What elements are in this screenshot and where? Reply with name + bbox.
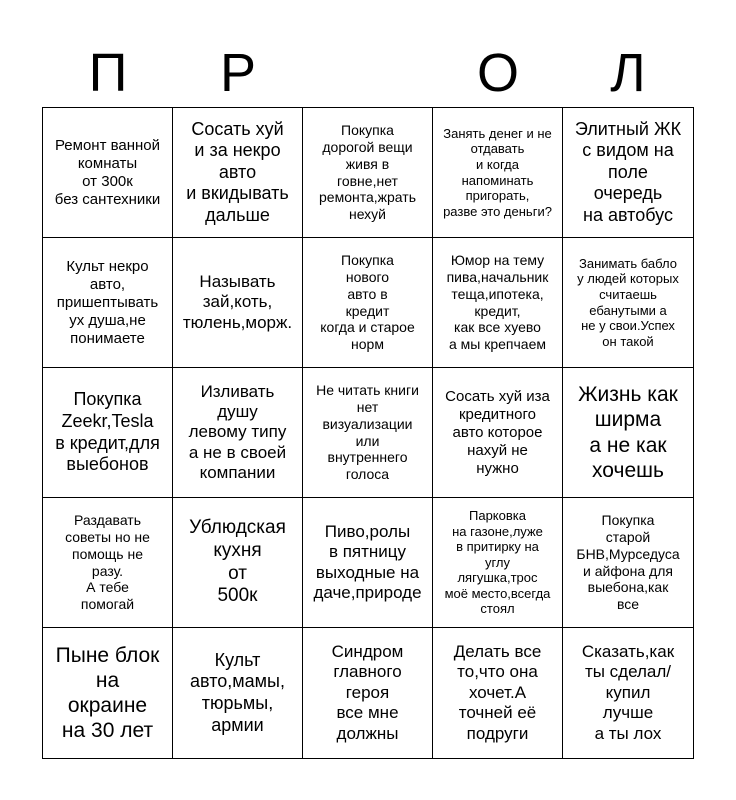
cell-text: Сказать,как ты сделал/ купил лучше а ты лох	[581, 642, 675, 743]
cell-text: Занимать бабло у людей которых считаешь ебанутыми а не у свои.Успех он такой	[577, 255, 679, 349]
cell-text: Покупка дорогой вещи живя в говне,нет ремонта,жрать нехуй	[319, 122, 416, 223]
header-letter-4: О	[476, 43, 519, 103]
bingo-cell[interactable]	[173, 498, 303, 628]
bingo-cell[interactable]	[433, 628, 563, 758]
bingo-cell[interactable]	[563, 238, 693, 368]
cell-text: Пыне блок на окраине на 30 лет	[55, 643, 160, 743]
bingo-cell[interactable]	[173, 368, 303, 498]
bingo-board	[42, 107, 694, 759]
cell-text: Сосать хуй иза кредитного авто которое нахуй не нужно	[445, 387, 550, 477]
cell-text: Не читать книги нет визуализации или внутреннего голоса	[316, 382, 419, 483]
cell-text: Культ авто,мамы, тюрьмы, армии	[190, 649, 285, 735]
cell-text: Занять денег и не отдавать и когда напоминать пригорать, разве это деньги?	[443, 125, 552, 219]
cell-text: Покупка старой БНВ,Мурседуса и айфона для выебона,как все	[576, 512, 680, 613]
cell-text: Делать все то,что она хочет.А точней её подруги	[453, 642, 542, 743]
bingo-cell[interactable]	[303, 108, 433, 238]
bingo-cell[interactable]	[433, 368, 563, 498]
cell-text: Элитный ЖК с видом на поле очередь на автобус	[574, 118, 682, 225]
bingo-cell[interactable]	[43, 498, 173, 628]
cell-text: Культ некро авто, пришептывать ух душа,не понимаете	[56, 257, 159, 347]
bingo-cell[interactable]	[173, 238, 303, 368]
cell-text: Юмор на тему пива,начальник теща,ипотека, кредит, как все хуево а мы крепчаем	[446, 252, 549, 353]
cell-text: Изливать душу левому типу а не в своей компании	[188, 381, 287, 483]
cell-text: Жизнь как ширма а не как хочешь	[578, 383, 678, 482]
header-letter-2: Р	[219, 43, 257, 103]
bingo-cell[interactable]	[303, 238, 433, 368]
header-letter-1: П	[88, 43, 128, 103]
cell-text: Ремонт ванной комнаты от 300к без сантехники	[54, 136, 161, 208]
cell-text: Ублюдская кухня от 500к	[189, 516, 286, 607]
bingo-cell[interactable]	[563, 108, 693, 238]
cell-text: Сосать хуй и за некро авто и вкидывать дальше	[186, 118, 289, 225]
bingo-cell[interactable]	[303, 498, 433, 628]
bingo-cell[interactable]	[433, 498, 563, 628]
bingo-cell[interactable]	[563, 498, 693, 628]
bingo-cell[interactable]	[43, 368, 173, 498]
bingo-cell[interactable]	[43, 108, 173, 238]
header-letter-3	[303, 40, 433, 106]
cell-text: Пиво,ролы в пятницу выходные на даче,природе	[313, 521, 422, 602]
bingo-cell[interactable]	[433, 108, 563, 238]
bingo-cell[interactable]	[563, 368, 693, 498]
bingo-cell[interactable]	[43, 628, 173, 758]
header-letter-5: Л	[610, 43, 646, 103]
bingo-cell[interactable]	[173, 108, 303, 238]
bingo-cell[interactable]	[563, 628, 693, 758]
cell-text: Парковка на газоне,луже в притирку на углу лягушка,трос моё место,всегда стоял	[444, 507, 551, 617]
bingo-cell[interactable]	[173, 628, 303, 758]
bingo-header	[43, 40, 693, 106]
cell-text: Раздавать советы но не помощь не разу. А тебе помогай	[65, 512, 150, 613]
bingo-cell[interactable]	[303, 368, 433, 498]
bingo-cell[interactable]	[303, 628, 433, 758]
cell-text: Называть зай,коть, тюлень,морж.	[182, 271, 293, 332]
bingo-cell[interactable]	[43, 238, 173, 368]
cell-text: Синдром главного героя все мне должны	[331, 642, 404, 743]
bingo-cell[interactable]	[433, 238, 563, 368]
cell-text: Покупка нового авто в кредит когда и старое норм	[320, 252, 415, 353]
cell-text: Покупка Zeekr,Tesla в кредит,для выебонов	[55, 389, 160, 475]
